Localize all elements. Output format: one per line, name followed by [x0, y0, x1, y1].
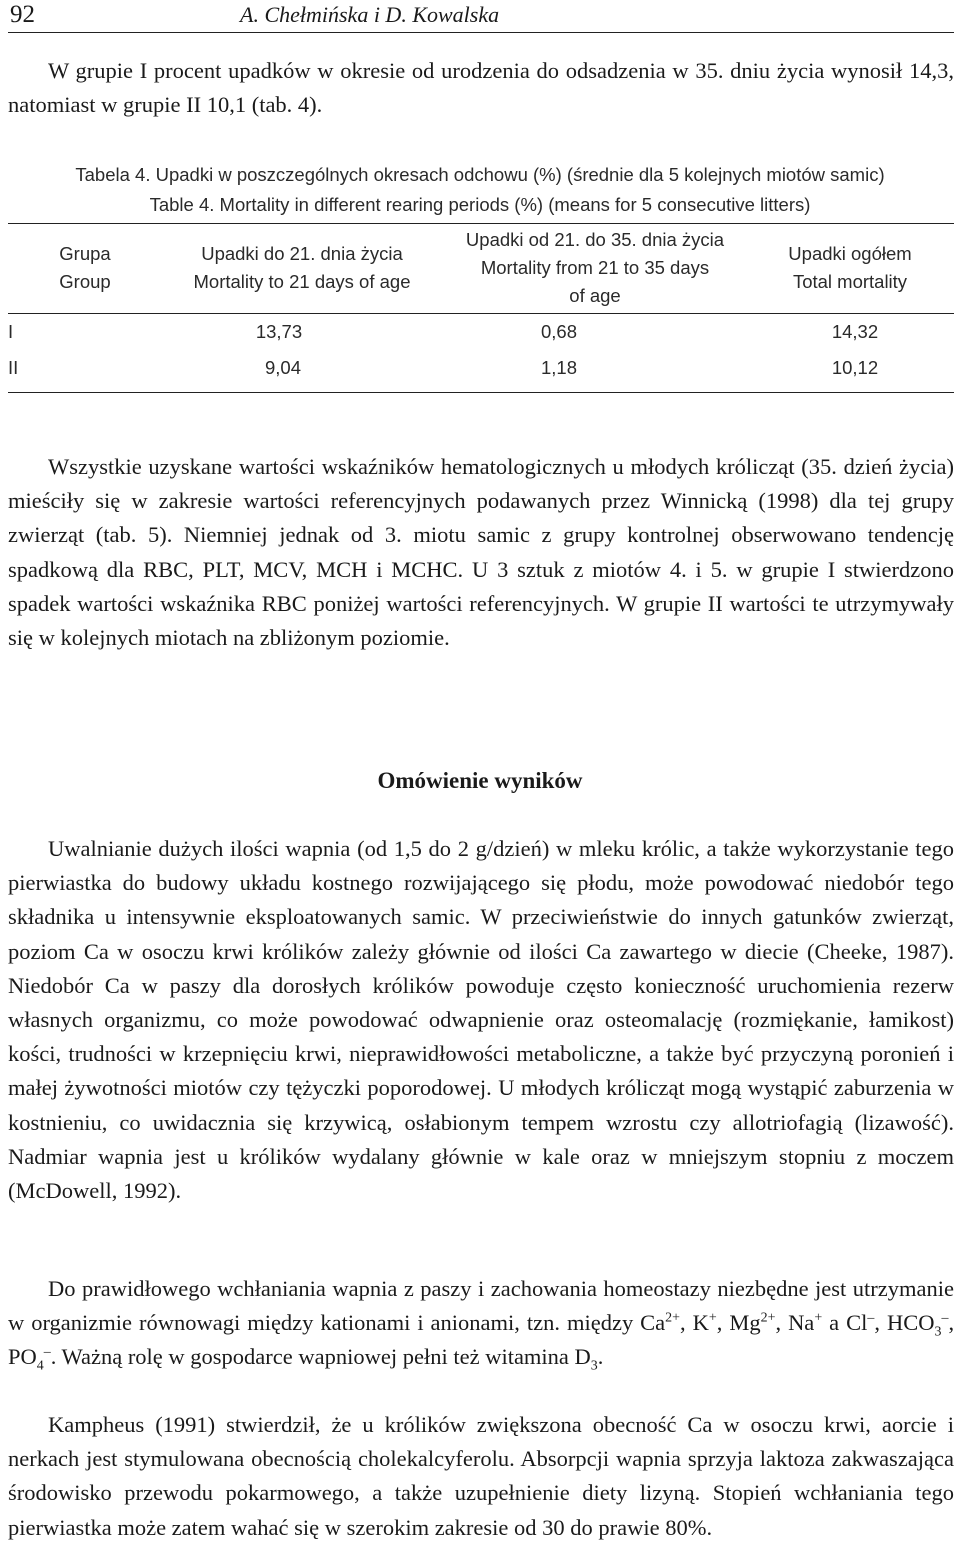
page-number: 92	[10, 1, 35, 28]
cell-from21to35: 0,68	[540, 321, 577, 342]
cell-from21to35: 1,18	[540, 357, 577, 378]
cell-to21: 13,73	[255, 321, 303, 342]
cell-group: II	[8, 357, 19, 378]
page-header	[8, 0, 954, 33]
discussion-paragraph-1: Uwalnianie dużych ilości wapnia (od 1,5 do 2 g/dzień) w mleku królic, a także wykorzystanie tego pierwiastka do budowy układu kostnego rozwijającego się płodu, może powodować niedobór tego składnika u intensywnie eksploatowanych samic. W przeciwieństwie do innych gatunków zwierząt, poziom Ca w osoczu krwi królików zależy głównie od ilości Ca zawartego w diecie (Cheeke, 1987). Niedobór Ca w paszy dla dorosłych królików powoduje często konieczność uruchomienia rezerw własnych organizmu, co może powodować odwapnienie oraz osteomalację (rozmiękanie, łamikost) kości, trudności w krzepnięciu krwi, nieprawidłowości metaboliczne, a także być przyczyną poronień i małej żywotności miotów czy tężyczki poporodowej. U młodych królicząt mogą wystąpić zaburzenia w kostnieniu, co uwidacznia się krzywicą, osłabionym tempem wzrostu czy allotriofagią (lizawość). Nadmiar wapnia jest u królików wydalany głównie w kale oraz w mniejszym stopniu z moczem (McDowell, 1992).	[8, 836, 954, 1204]
table-caption-pl: Tabela 4. Upadki w poszczególnych okresach odchowu (%) (średnie dla 5 kolejnych miotów samic)	[75, 164, 885, 185]
hematology-paragraph: Wszystkie uzyskane wartości wskaźników hematologicznych u młodych królicząt (35. dzień życia) mieściły się w zakresie wartości referencyjnych podawanych przez Winnicką (1998) dla tej grupy zwierząt (tab. 5). Niemniej jednak od 3. miotu samic z grupy kontrolnej obserwowano tendencję spadkową dla RBC, PLT, MCV, MCH i MCHC. U 3 sztuk z miotów 4. i 5. w grupie I stwierdzono spadek wartości wskaźnika RBC poniżej wartości referencyjnych. W grupie II wartości te utrzymywały się w kolejnych miotach na zbliżonym poziomie.	[8, 454, 954, 651]
running-head-authors: A. Chełmińska i D. Kowalska	[240, 2, 500, 27]
cell-group: I	[8, 321, 14, 342]
header-mortality-21-to-35: Upadki od 21. do 35. dnia życia Mortality from 21 to 35 days of age	[465, 229, 725, 306]
table-top-rule	[8, 223, 954, 224]
header-group: Grupa Group	[59, 243, 111, 292]
table-caption-en: Table 4. Mortality in different rearing periods (%) (means for 5 consecutive litters)	[149, 194, 811, 215]
table-bottom-rule	[8, 392, 954, 393]
cell-total: 14,32	[831, 321, 879, 342]
cell-total: 10,12	[831, 357, 879, 378]
header-total-mortality: Upadki ogółem Total mortality	[788, 243, 912, 292]
discussion-paragraph-2: Do prawidłowego wchłaniania wapnia z paszy i zachowania homeostazy niezbędne jest utrzymanie w organizmie równowagi między kationami i anionami, tzn. między $Ca^{2+}$, K+, $Mg^{2+}$, Na+ a Cl–, $HCO_3^-$, $PO_4^-$. Ważną rolę w gospodarce wapniowej pełni też witamina $D_3$.	[8, 1276, 955, 1374]
intro-paragraph: W grupie I procent upadków w okresie od urodzenia do odsadzenia w 35. dniu życia wynosił 14,3, natomiast w grupie II 10,1 (tab. 4).	[8, 58, 954, 118]
header-mortality-to-21: Upadki do 21. dnia życia Mortality to 21 days of age	[193, 243, 411, 292]
cell-to21: 9,04	[264, 357, 301, 378]
discussion-paragraph-3: Kampheus (1991) stwierdził, że u królików zwiększona obecność Ca w osoczu krwi, aorcie i nerkach jest stymulowana obecnością cholekalcyferolu. Absorpcji wapnia sprzyja laktoza zakwaszająca środowisko przewodu pokarmowego, a także uzupełnienie diety lizyną. Stopień wchłaniania tego pierwiastka może zatem wahać się w szerokim zakresie od 30 do prawie 80%.	[8, 1412, 954, 1540]
section-title: Omówienie wyników	[377, 768, 583, 793]
table-header-rule	[8, 313, 954, 314]
